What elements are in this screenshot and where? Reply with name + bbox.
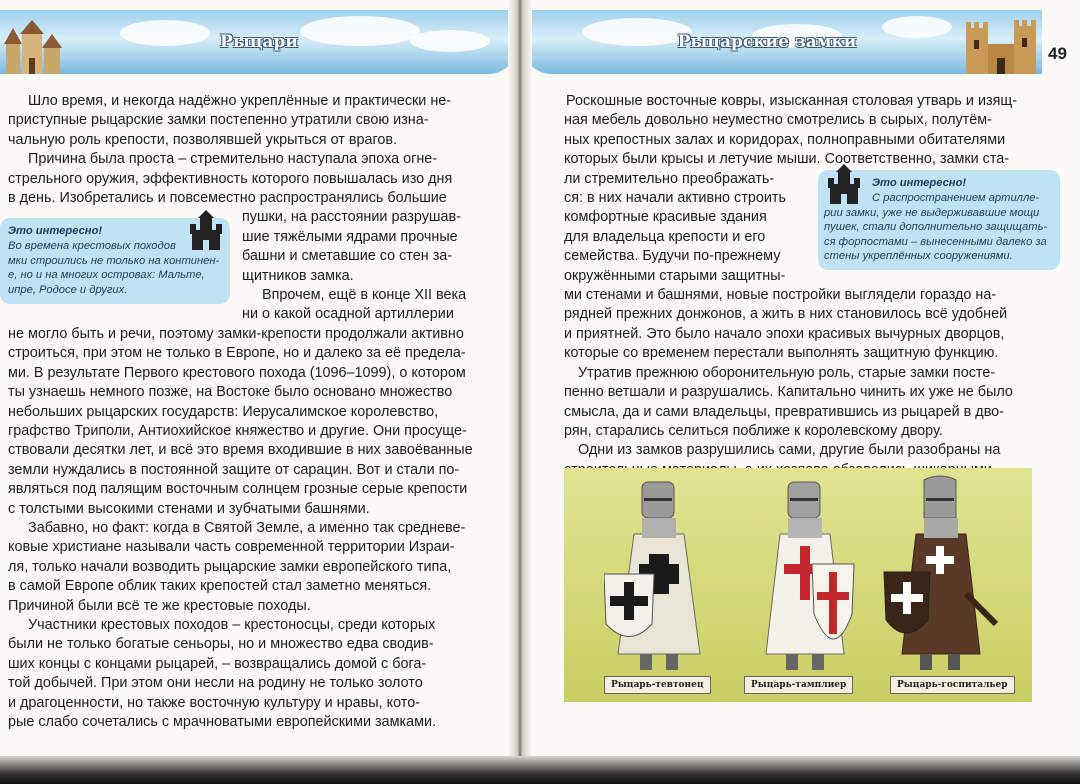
text-line: рые слабо сочетались с мрачноватыми европейскими замками. [8, 714, 437, 730]
infobox-line: ся форпостами – вынесенными далеко за [824, 235, 1047, 248]
left-page-text [8, 92, 496, 732]
text-line: Впрочем, ещё в конце XII века [262, 287, 467, 304]
text-line: ших концы с концами рыцарей, – возвращались домой с бога- [8, 655, 427, 672]
text-line: являться под палящим восточным солнцем грозные серые крепости [8, 481, 468, 498]
text-line: Утратив прежнюю оборонительную роль, старые замки посте- [578, 364, 996, 381]
text-line: и драгоценности, но также восточную культуру и нравы, кото- [8, 694, 420, 711]
text-line: той добычей. При этом они несли на родину не только золото [8, 675, 423, 692]
text-line: пенно ветшали и разрушались. Капитально чинить их уже не было [564, 384, 1013, 401]
infobox-line: мки строились не только на континен- [8, 254, 220, 267]
text-line: приступные рыцарские замки постепенно утратили свою изна- [8, 112, 429, 129]
text-line: Причина была проста – стремительно наступала эпоха огне- [28, 151, 438, 168]
text-line: семейства. Будучи по-прежнему [564, 248, 781, 265]
knight-illustration [880, 474, 1000, 674]
text-line: стрельного оружия, эффективность которого повышалась изо дня [8, 170, 453, 187]
right-page-banner [522, 10, 1042, 74]
page-number: 49 [1048, 44, 1067, 63]
right-page-header: Рыцарские замки [677, 32, 857, 52]
text-line: которых были крысы и летучие мыши. Соответственно, замки ста- [564, 151, 1010, 168]
infobox-line: рии замки, уже не выдерживавшие мощи [824, 206, 1040, 219]
text-line: ни о какой осадной артиллерии [242, 306, 454, 323]
text-line: в самой Европе облик таких крепостей стал заметно меняться. [8, 578, 432, 595]
text-line: небольших рыцарских государств: Иерусалимское королевство, [8, 403, 439, 420]
text-line: ных крепостных залах и коридорах, полноправными обитателями [564, 131, 1006, 148]
text-line: графство Триполи, Антиохийское княжество и другие. Они просуще- [8, 422, 467, 439]
text-line: земли нуждались в постоянной защите от сарацин. Вот и стали по- [8, 461, 460, 478]
text-line: которые со временем перестали выполнять защитную функцию. [564, 345, 999, 362]
text-line: ми. В результате Первого крестового похода (1096–1099), о котором [8, 364, 466, 381]
text-line: ми стенами и башнями, новые постройки выглядели гораздо на- [564, 287, 997, 304]
caption-templar: Рыцарь-тамплиер [744, 676, 853, 694]
infobox-line: ипре, Родосе и других. [8, 283, 128, 296]
text-line: башни и сметавшие со стен за- [242, 248, 453, 265]
text-line: Причиной были всё те же крестовые походы. [8, 597, 311, 614]
infobox-title: Это интересно! [8, 225, 103, 237]
text-line: были не только богатые сеньоры, но и множество едва сводив- [8, 636, 434, 653]
text-line: и приятней. Это было начало эпохи красивых вычурных дворцов, [564, 325, 1005, 342]
text-line: ствовали десятки лет, и всё это время входившие в них завоёванные [8, 442, 473, 459]
text-line: смысла, да и сами владельцы, превратившись из рыцарей в дво- [564, 403, 1004, 420]
text-line: с толстыми высокими стенами и зубчатыми башнями. [8, 500, 370, 517]
text-line: Забавно, но факт: когда в Святой Земле, а именно так средневе- [28, 519, 466, 536]
knight-illustration [604, 474, 714, 674]
left-page-banner [0, 10, 518, 74]
text-line: ля, только начали возводить рыцарские замки европейского типа, [8, 558, 452, 575]
text-line: Шло время, и некогда надёжно укреплённые и практически не- [28, 93, 452, 109]
book-bottom-edge [0, 756, 1080, 784]
text-line: рян, старались селиться поближе к королевскому двору. [564, 422, 943, 439]
infobox-title: Это интересно! [872, 177, 967, 189]
text-line: ся: в них начали активно строить [564, 190, 786, 207]
text-line: ли стремительно преображать- [564, 170, 775, 187]
text-line: чальную роль крепости, позволявшей укрыться от врагов. [8, 131, 398, 148]
infobox-line: е, но и на многих островах: Мальте, [8, 269, 205, 282]
text-line: комфортные красивые здания [564, 209, 767, 226]
book-gutter [508, 0, 532, 770]
knights-illustration [564, 468, 1032, 702]
text-line: ты узнаешь немного позже, на Востоке было основано множество [8, 384, 453, 401]
text-line: щитников замка. [242, 267, 354, 284]
text-line: Одни из замков разрушились сами, другие были разобраны на [578, 442, 1001, 459]
text-line: в день. Изобретались и повсеместно распространялись большие [8, 190, 447, 207]
castle-icon [964, 18, 1038, 74]
text-line: не могло быть и речи, поэтому замки-крепости продолжали активно [8, 325, 464, 342]
text-line: окружёнными старыми защитны- [564, 267, 786, 284]
text-line: ковые христиане называли часть современной территории Израи- [8, 539, 455, 556]
caption-teutonic: Рыцарь-тевтонец [604, 676, 711, 694]
text-line: рядней прежних донжонов, а жить в них становилось всё удобней [564, 306, 1008, 323]
text-line: Роскошные восточные ковры, изысканная столовая утварь и изящ- [566, 93, 1017, 109]
text-line: пушки, на расстоянии разрушав- [242, 209, 461, 226]
text-line: строиться, при этом не только в Европе, но и далеко за её предела- [8, 345, 466, 362]
infobox-line: Во времена крестовых походов [8, 240, 176, 253]
text-line: Участники крестовых походов – крестоносцы, среди которых [28, 616, 436, 633]
left-page-header: Рыцари [220, 32, 298, 52]
right-page-text [564, 92, 1038, 480]
knight-illustration [750, 474, 860, 674]
text-line: ная мебель довольно неуместно смотрелись в сырых, полутём- [564, 112, 992, 129]
text-line: для владельца крепости и его [564, 228, 766, 245]
caption-hospitaller: Рыцарь-госпитальер [890, 676, 1015, 694]
infobox-line: стены укреплённых сооружениями. [824, 250, 1013, 263]
infobox-line: С распространением артилле- [872, 192, 1040, 205]
infobox-line: пушек, стали дополнительно защищать- [824, 221, 1048, 234]
left-page [0, 0, 524, 760]
text-line: шие тяжёлыми ядрами прочные [242, 228, 458, 245]
